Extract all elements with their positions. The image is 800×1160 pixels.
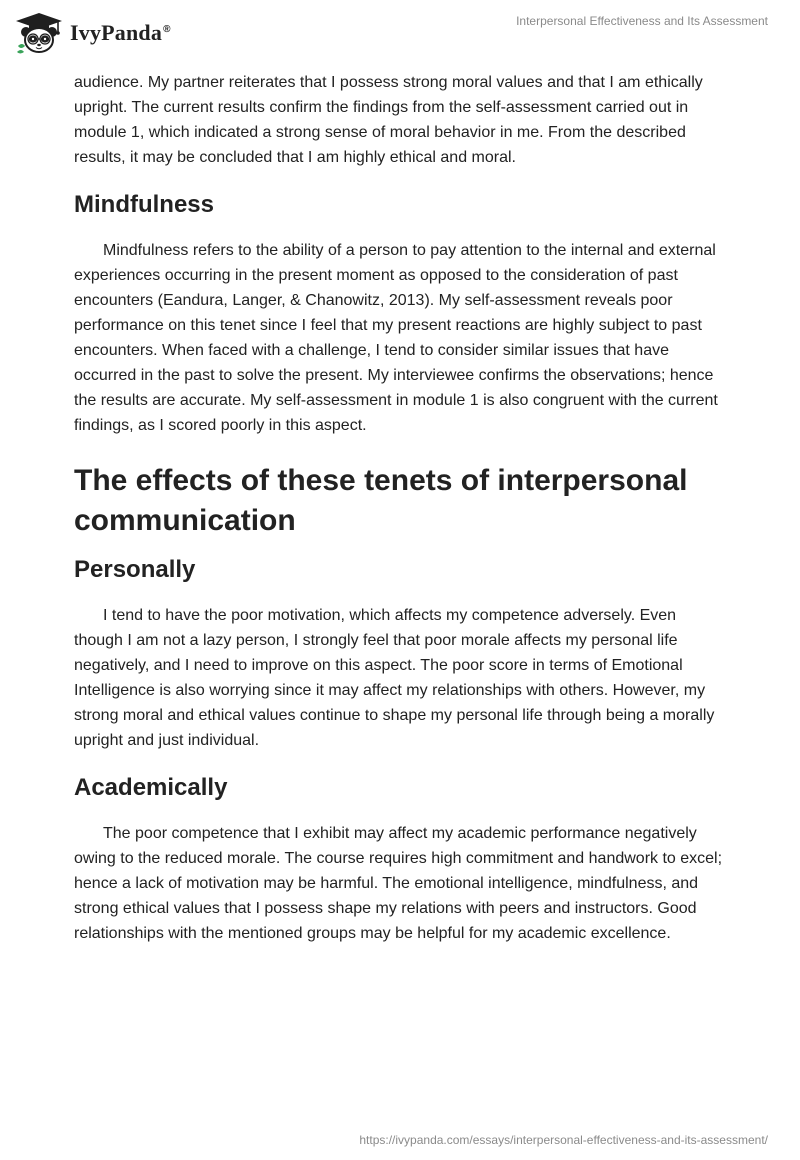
document-title: Interpersonal Effectiveness and Its Assessment bbox=[516, 14, 768, 28]
heading-academically: Academically bbox=[74, 774, 228, 801]
essay-content bbox=[74, 70, 724, 946]
logo-wordmark: IvyPanda® bbox=[70, 20, 171, 45]
registered-mark: ® bbox=[163, 23, 171, 35]
academically-paragraph: The poor competence that I exhibit may affect my academic performance negatively owing to the reduced morale. The course requires high commitment and handwork to excel; hence a lack of motivation may be harmful. The emotional intelligence, mindfulness, and strong ethical values that I possess shape my relations with peers and instructors. Good relationships with the mentioned groups may be helpful for my academic excellence. bbox=[74, 825, 723, 942]
heading-mindfulness: Mindfulness bbox=[74, 191, 215, 218]
heading-effects: The effects of these tenets of interpersonal communication bbox=[74, 464, 688, 537]
mindfulness-paragraph: Mindfulness refers to the ability of a person to pay attention to the internal and external experiences occurring in the present moment as opposed to the consideration of past encounters (Eandura, Langer, & Chanowitz, 2013). My self-assessment reveals poor performance on this tenet since I feel that my present reactions are highly subject to past encounters. When faced with a challenge, I tend to consider similar issues that have occurred in the past to solve the present. My interviewee confirms the observations; hence the results are accurate. My self-assessment in module 1 is also congruent with the current findings, as I scored poorly in this aspect. bbox=[74, 242, 718, 434]
personally-paragraph: I tend to have the poor motivation, which affects my competence adversely. Even though I am not a lazy person, I strongly feel that poor morale affects my personal life negatively, and I need to improve on this aspect. The poor score in terms of Emotional Intelligence is also worrying since it may affect my relationships with others. However, my strong moral and ethical values continue to shape my personal life through being a morally upright and just individual. bbox=[74, 607, 715, 749]
intro-paragraph: audience. My partner reiterates that I possess strong moral values and that I am ethically upright. The current results confirm the findings from the self-assessment carried out in module 1, which indicated a strong sense of moral behavior in me. From the described results, it may be concluded that I am highly ethical and moral. bbox=[74, 74, 703, 166]
site-logo[interactable] bbox=[14, 8, 171, 58]
panda-logo-icon bbox=[14, 12, 64, 54]
footer-source-link[interactable]: https://ivypanda.com/essays/interpersonal-effectiveness-and-its-assessment/ bbox=[359, 1133, 768, 1147]
heading-personally: Personally bbox=[74, 556, 196, 583]
